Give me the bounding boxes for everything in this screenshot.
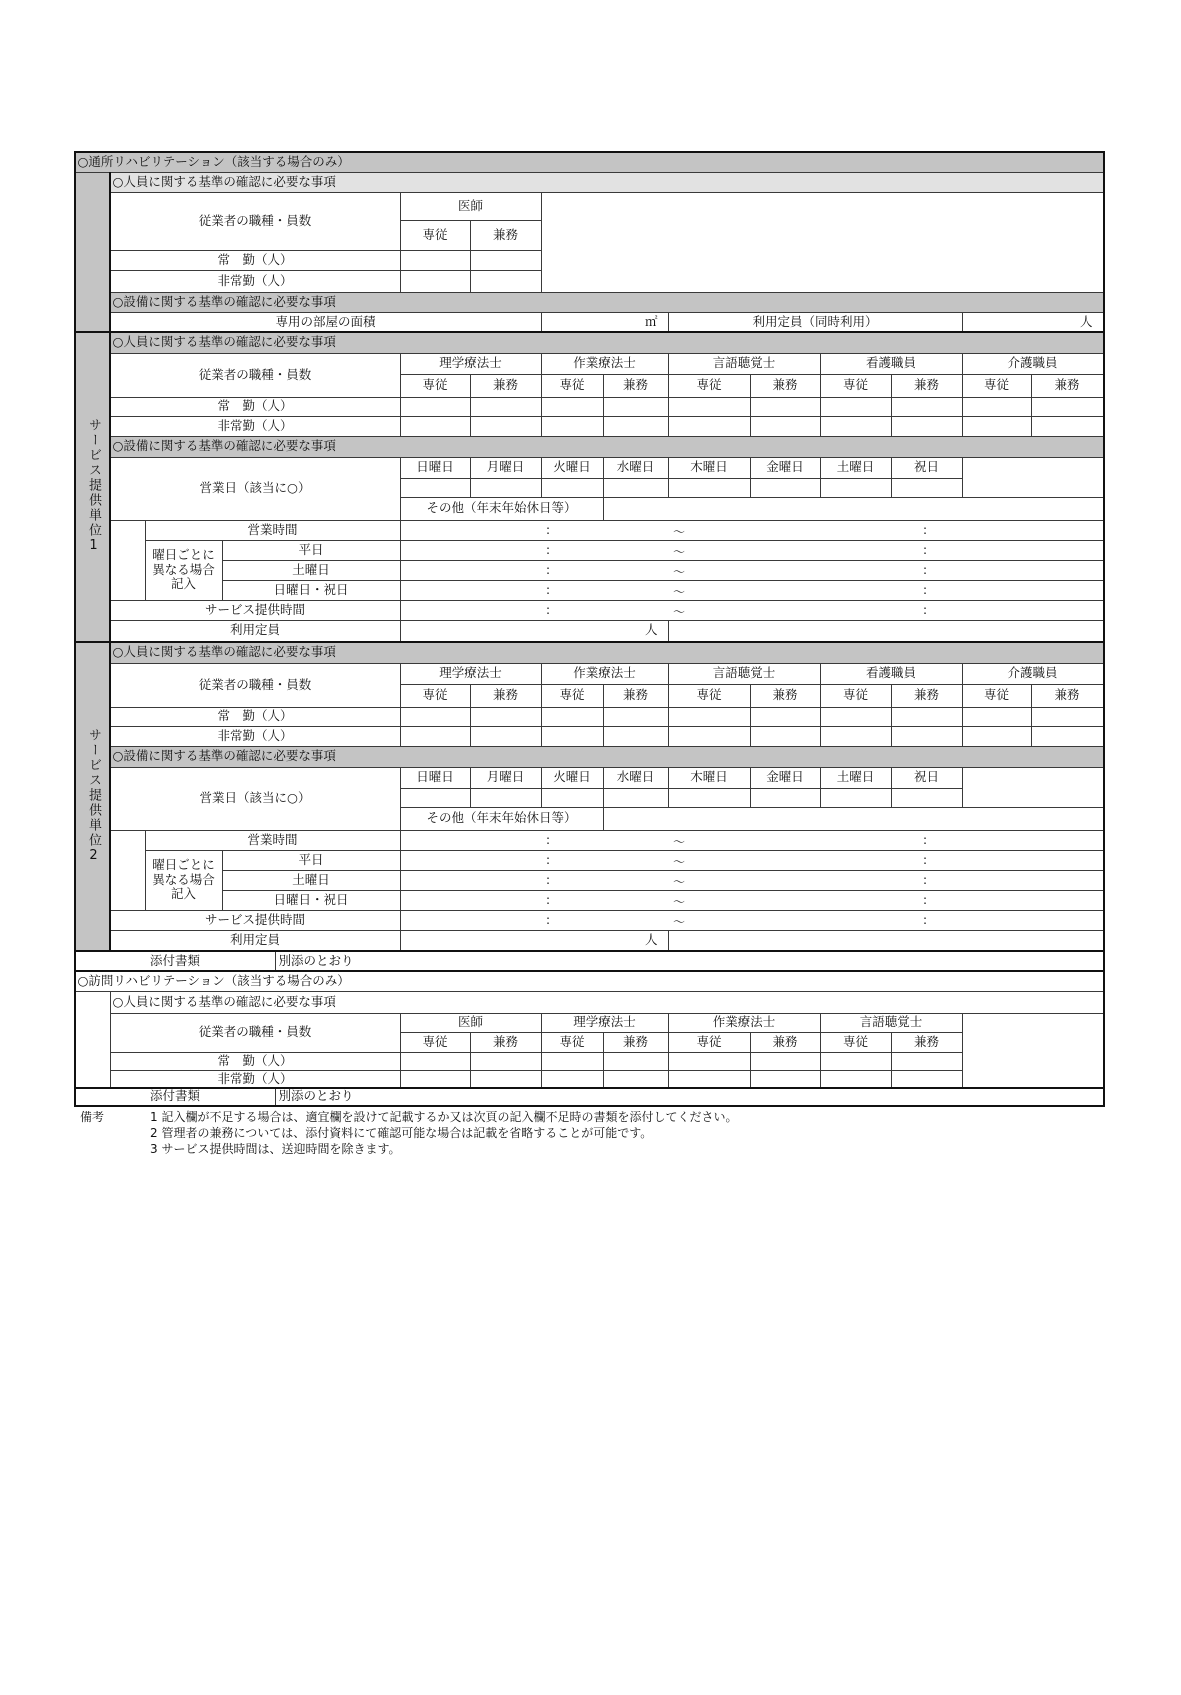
sunday-holiday-label: 日曜日・祝日 xyxy=(222,580,401,601)
colon-separator: : xyxy=(923,853,928,867)
facility-header: ○設備に関する基準の確認に必要な事項 xyxy=(110,746,1104,768)
row-full-time: 常 勤（人） xyxy=(110,250,401,271)
colon-separator: : xyxy=(546,583,551,597)
col-kenmu: 兼務 xyxy=(470,374,542,398)
day-checkbox[interactable] xyxy=(750,478,821,498)
day-checkbox[interactable] xyxy=(541,478,604,498)
tilde-separator: ～ xyxy=(673,525,686,539)
full-time-kenmu-input[interactable] xyxy=(603,707,669,727)
colon-separator: : xyxy=(546,853,551,867)
tilde-separator: ～ xyxy=(673,855,686,869)
day-header: 祝日 xyxy=(891,767,963,789)
section-title-tsusho: ○通所リハビリテーション（該当する場合のみ） xyxy=(75,152,1104,173)
day-header: 火曜日 xyxy=(541,457,604,479)
capacity-label: 利用定員 xyxy=(110,620,401,642)
day-checkbox[interactable] xyxy=(891,478,963,498)
role-header: 医師 xyxy=(400,1013,542,1033)
row-part-time: 非常勤（人） xyxy=(110,270,401,293)
full-time-senju-input[interactable] xyxy=(820,397,892,417)
time-range-input[interactable] xyxy=(400,910,1104,931)
business-days-label: 営業日（該当に○） xyxy=(110,767,401,831)
tilde-separator: ～ xyxy=(673,915,686,929)
business-hours-label: 営業時間 xyxy=(145,520,401,541)
other-days-input[interactable] xyxy=(603,497,1104,521)
full-time-kenmu-input[interactable] xyxy=(750,707,821,727)
role-header: 看護職員 xyxy=(820,353,963,375)
attachment-label: 添付書類 xyxy=(75,951,276,972)
day-checkbox[interactable] xyxy=(891,788,963,808)
capacity-label: 利用定員（同時利用） xyxy=(668,312,963,333)
col-senju: 専従 xyxy=(541,1032,604,1053)
day-header: 金曜日 xyxy=(750,457,821,479)
full-time-kenmu-input[interactable] xyxy=(891,1052,963,1071)
service-hours-label: サービス提供時間 xyxy=(110,600,401,621)
day-header: 水曜日 xyxy=(603,767,669,789)
tilde-separator: ～ xyxy=(673,565,686,579)
full-time-senju-input[interactable] xyxy=(820,707,892,727)
time-range-input[interactable] xyxy=(400,520,1104,541)
full-time-senju-input[interactable] xyxy=(668,397,751,417)
staff-header: ○人員に関する基準の確認に必要な事項 xyxy=(110,332,1104,354)
tilde-separator: ～ xyxy=(673,605,686,619)
col-kenmu: 兼務 xyxy=(891,374,963,398)
side-band xyxy=(75,991,111,1089)
blank-cell xyxy=(962,1013,1104,1089)
unit2-staff-label: 従業者の職種・員数 xyxy=(110,663,401,708)
section-divider xyxy=(75,950,1104,952)
remark-item: 1 記入欄が不足する場合は、適宜欄を設けて記載するか又は次頁の記入欄不足時の書類を添付してください。 xyxy=(150,1110,738,1124)
colon-separator: : xyxy=(923,563,928,577)
day-header: 月曜日 xyxy=(470,767,542,789)
remark-item: 3 サービス提供時間は、送迎時間を除きます。 xyxy=(150,1142,401,1156)
side-band xyxy=(75,172,111,333)
weekday-label: 平日 xyxy=(222,540,401,561)
by-day-note: 曜日ごとに異なる場合記入 xyxy=(145,850,223,911)
blank-cell xyxy=(110,830,146,911)
part-time-senju-input[interactable] xyxy=(962,726,1032,747)
colon-separator: : xyxy=(546,913,551,927)
attachment-label: 添付書類 xyxy=(75,1088,276,1106)
day-header: 土曜日 xyxy=(820,767,892,789)
colon-separator: : xyxy=(923,833,928,847)
part-time-kenmu-input[interactable] xyxy=(1031,726,1104,747)
staff-header: ○人員に関する基準の確認に必要な事項 xyxy=(110,172,1104,193)
day-checkbox[interactable] xyxy=(603,788,669,808)
colon-separator: : xyxy=(546,873,551,887)
day-header: 日曜日 xyxy=(400,767,471,789)
section-divider xyxy=(109,172,111,951)
col-kenmu: 兼務 xyxy=(750,1032,821,1053)
capacity-input[interactable]: 人 xyxy=(962,312,1104,333)
col-kenmu: 兼務 xyxy=(603,374,669,398)
col-kenmu: 兼務 xyxy=(1031,684,1104,708)
full-time-senju-input[interactable] xyxy=(541,397,604,417)
colon-separator: : xyxy=(546,523,551,537)
full-time-senju-input[interactable] xyxy=(400,1052,471,1071)
blank-cell xyxy=(962,457,1104,498)
part-time-senju-input[interactable] xyxy=(962,416,1032,437)
service-hours-label: サービス提供時間 xyxy=(110,910,401,931)
full-time-senju-input[interactable] xyxy=(400,397,471,417)
role-doctor: 医師 xyxy=(400,192,542,221)
unit2-side-label: サービス提供単位2 xyxy=(75,642,111,952)
part-time-senju-input[interactable] xyxy=(820,726,892,747)
capacity-input[interactable]: 人 xyxy=(400,930,669,952)
staff-header: ○人員に関する基準の確認に必要な事項 xyxy=(110,642,1104,664)
colon-separator: : xyxy=(923,913,928,927)
part-time-kenmu-input[interactable] xyxy=(891,1070,963,1089)
day-header: 火曜日 xyxy=(541,767,604,789)
part-time-kenmu-input[interactable] xyxy=(750,1070,821,1089)
part-time-senju-input[interactable] xyxy=(668,1070,751,1089)
part-time-kenmu-input[interactable] xyxy=(603,726,669,747)
colon-separator: : xyxy=(923,893,928,907)
blank-cell xyxy=(962,767,1104,808)
role-header: 作業療法士 xyxy=(541,353,669,375)
role-header: 言語聴覚士 xyxy=(668,663,821,685)
part-time-senju-input[interactable] xyxy=(400,1070,471,1089)
facility-header: ○設備に関する基準の確認に必要な事項 xyxy=(110,436,1104,458)
doctor-part-senju-input[interactable] xyxy=(400,270,471,293)
full-time-kenmu-input[interactable] xyxy=(603,397,669,417)
part-time-senju-input[interactable] xyxy=(541,416,604,437)
full-time-kenmu-input[interactable] xyxy=(470,707,542,727)
day-checkbox[interactable] xyxy=(820,788,892,808)
role-header: 看護職員 xyxy=(820,663,963,685)
homon-staff-label: 従業者の職種・員数 xyxy=(110,1013,401,1053)
attachment-value: 別添のとおり xyxy=(275,951,1104,972)
colon-separator: : xyxy=(923,523,928,537)
colon-separator: : xyxy=(546,893,551,907)
weekday-label: 平日 xyxy=(222,850,401,871)
section-divider xyxy=(75,970,1104,972)
remark-item: 2 管理者の兼務については、添付資料にて確認可能な場合は記載を省略することが可能です。 xyxy=(150,1126,653,1140)
role-header: 理学療法士 xyxy=(400,663,542,685)
saturday-label: 土曜日 xyxy=(222,870,401,891)
full-time-kenmu-input[interactable] xyxy=(603,1052,669,1071)
row-part-time: 非常勤（人） xyxy=(110,1070,401,1089)
role-header: 言語聴覚士 xyxy=(668,353,821,375)
colon-separator: : xyxy=(923,583,928,597)
col-kenmu: 兼務 xyxy=(750,684,821,708)
part-time-kenmu-input[interactable] xyxy=(891,726,963,747)
col-senju: 専従 xyxy=(400,374,471,398)
col-senju: 専従 xyxy=(541,684,604,708)
col-senju: 専従 xyxy=(668,1032,751,1053)
tilde-separator: ～ xyxy=(673,875,686,889)
day-header: 水曜日 xyxy=(603,457,669,479)
part-time-senju-input[interactable] xyxy=(400,726,471,747)
capacity-input[interactable]: 人 xyxy=(400,620,669,642)
day-header: 月曜日 xyxy=(470,457,542,479)
other-days-label: その他（年末年始休日等） xyxy=(400,497,604,521)
day-checkbox[interactable] xyxy=(470,788,542,808)
part-time-kenmu-input[interactable] xyxy=(603,1070,669,1089)
unit1-side-label: サービス提供単位1 xyxy=(75,332,111,642)
colon-separator: : xyxy=(546,543,551,557)
part-time-senju-input[interactable] xyxy=(820,1070,892,1089)
doctor-full-kenmu-input[interactable] xyxy=(470,250,542,271)
business-days-label: 営業日（該当に○） xyxy=(110,457,401,521)
part-time-kenmu-input[interactable] xyxy=(470,1070,542,1089)
row-part-time: 非常勤（人） xyxy=(110,416,401,437)
time-range-input[interactable] xyxy=(400,600,1104,621)
day-header: 木曜日 xyxy=(668,457,751,479)
time-range-input[interactable] xyxy=(400,580,1104,601)
col-senju: 専従 xyxy=(400,220,471,251)
other-days-label: その他（年末年始休日等） xyxy=(400,807,604,831)
time-range-input[interactable] xyxy=(400,560,1104,581)
col-kenmu: 兼務 xyxy=(470,684,542,708)
day-checkbox[interactable] xyxy=(541,788,604,808)
room-area-input[interactable]: ㎡ xyxy=(541,312,669,333)
full-time-senju-input[interactable] xyxy=(541,1052,604,1071)
unit1-staff-label: 従業者の職種・員数 xyxy=(110,353,401,398)
other-days-input[interactable] xyxy=(603,807,1104,831)
full-time-kenmu-input[interactable] xyxy=(750,1052,821,1071)
full-time-senju-input[interactable] xyxy=(541,707,604,727)
part-time-senju-input[interactable] xyxy=(668,726,751,747)
colon-separator: : xyxy=(923,873,928,887)
saturday-label: 土曜日 xyxy=(222,560,401,581)
section-title-homon: ○訪問リハビリテーション（該当する場合のみ） xyxy=(75,971,1104,992)
full-time-senju-input[interactable] xyxy=(668,1052,751,1071)
blank-cell xyxy=(110,520,146,601)
colon-separator: : xyxy=(546,603,551,617)
col-senju: 専従 xyxy=(820,684,892,708)
day-header: 日曜日 xyxy=(400,457,471,479)
sunday-holiday-label: 日曜日・祝日 xyxy=(222,890,401,911)
col-kenmu: 兼務 xyxy=(1031,374,1104,398)
role-header: 作業療法士 xyxy=(541,663,669,685)
staff-header: ○人員に関する基準の確認に必要な事項 xyxy=(110,991,1104,1014)
business-hours-label: 営業時間 xyxy=(145,830,401,851)
col-kenmu: 兼務 xyxy=(603,1032,669,1053)
colon-separator: : xyxy=(546,563,551,577)
tsusho-staff-label: 従業者の職種・員数 xyxy=(110,192,401,251)
full-time-kenmu-input[interactable] xyxy=(891,397,963,417)
day-checkbox[interactable] xyxy=(470,478,542,498)
day-checkbox[interactable] xyxy=(400,478,471,498)
day-checkbox[interactable] xyxy=(668,788,751,808)
role-header: 理学療法士 xyxy=(541,1013,669,1033)
row-full-time: 常 勤（人） xyxy=(110,1052,401,1071)
col-senju: 専従 xyxy=(541,374,604,398)
role-header: 理学療法士 xyxy=(400,353,542,375)
full-time-senju-input[interactable] xyxy=(962,397,1032,417)
remarks-label: 備考 xyxy=(80,1110,105,1124)
day-checkbox[interactable] xyxy=(820,478,892,498)
part-time-kenmu-input[interactable] xyxy=(470,416,542,437)
part-time-kenmu-input[interactable] xyxy=(603,416,669,437)
col-senju: 専従 xyxy=(668,684,751,708)
blank-cell xyxy=(668,620,1104,642)
full-time-kenmu-input[interactable] xyxy=(470,397,542,417)
col-senju: 専従 xyxy=(962,374,1032,398)
day-header: 祝日 xyxy=(891,457,963,479)
tilde-separator: ～ xyxy=(673,585,686,599)
row-part-time: 非常勤（人） xyxy=(110,726,401,747)
full-time-senju-input[interactable] xyxy=(400,707,471,727)
full-time-kenmu-input[interactable] xyxy=(1031,397,1104,417)
role-header: 作業療法士 xyxy=(668,1013,821,1033)
doctor-part-kenmu-input[interactable] xyxy=(470,270,542,293)
time-range-input[interactable] xyxy=(400,830,1104,851)
col-kenmu: 兼務 xyxy=(891,684,963,708)
part-time-kenmu-input[interactable] xyxy=(750,726,821,747)
col-senju: 専従 xyxy=(400,1032,471,1053)
part-time-kenmu-input[interactable] xyxy=(470,726,542,747)
facility-header: ○設備に関する基準の確認に必要な事項 xyxy=(110,292,1104,313)
role-header: 言語聴覚士 xyxy=(820,1013,963,1033)
colon-separator: : xyxy=(546,833,551,847)
day-header: 金曜日 xyxy=(750,767,821,789)
time-range-input[interactable] xyxy=(400,870,1104,891)
full-time-kenmu-input[interactable] xyxy=(750,397,821,417)
section-divider xyxy=(75,331,1104,333)
col-senju: 専従 xyxy=(820,1032,892,1053)
col-senju: 専従 xyxy=(668,374,751,398)
col-senju: 専従 xyxy=(820,374,892,398)
full-time-kenmu-input[interactable] xyxy=(470,1052,542,1071)
colon-separator: : xyxy=(923,543,928,557)
full-time-kenmu-input[interactable] xyxy=(1031,707,1104,727)
col-senju: 専従 xyxy=(962,684,1032,708)
tilde-separator: ～ xyxy=(673,545,686,559)
day-checkbox[interactable] xyxy=(400,788,471,808)
row-full-time: 常 勤（人） xyxy=(110,707,401,727)
col-kenmu: 兼務 xyxy=(470,1032,542,1053)
tilde-separator: ～ xyxy=(673,895,686,909)
capacity-label: 利用定員 xyxy=(110,930,401,952)
section-divider xyxy=(75,1087,1104,1089)
section-divider xyxy=(75,641,1104,643)
blank-cell xyxy=(668,930,1104,952)
role-header: 介護職員 xyxy=(962,353,1104,375)
col-senju: 専従 xyxy=(400,684,471,708)
day-header: 木曜日 xyxy=(668,767,751,789)
full-time-kenmu-input[interactable] xyxy=(891,707,963,727)
part-time-senju-input[interactable] xyxy=(820,416,892,437)
part-time-senju-input[interactable] xyxy=(541,726,604,747)
day-checkbox[interactable] xyxy=(750,788,821,808)
full-time-senju-input[interactable] xyxy=(962,707,1032,727)
role-header: 介護職員 xyxy=(962,663,1104,685)
day-checkbox[interactable] xyxy=(668,478,751,498)
col-kenmu: 兼務 xyxy=(891,1032,963,1053)
time-range-input[interactable] xyxy=(400,890,1104,911)
row-full-time: 常 勤（人） xyxy=(110,397,401,417)
full-time-senju-input[interactable] xyxy=(820,1052,892,1071)
part-time-kenmu-input[interactable] xyxy=(750,416,821,437)
part-time-senju-input[interactable] xyxy=(541,1070,604,1089)
doctor-full-senju-input[interactable] xyxy=(400,250,471,271)
colon-separator: : xyxy=(923,603,928,617)
time-range-input[interactable] xyxy=(400,850,1104,871)
by-day-note: 曜日ごとに異なる場合記入 xyxy=(145,540,223,601)
col-kenmu: 兼務 xyxy=(603,684,669,708)
day-header: 土曜日 xyxy=(820,457,892,479)
time-range-input[interactable] xyxy=(400,540,1104,561)
col-kenmu: 兼務 xyxy=(470,220,542,251)
part-time-senju-input[interactable] xyxy=(400,416,471,437)
part-time-senju-input[interactable] xyxy=(668,416,751,437)
blank-area xyxy=(541,192,1104,293)
room-area-label: 専用の部屋の面積 xyxy=(110,312,542,333)
tilde-separator: ～ xyxy=(673,835,686,849)
attachment-value: 別添のとおり xyxy=(275,1088,1104,1106)
part-time-kenmu-input[interactable] xyxy=(1031,416,1104,437)
day-checkbox[interactable] xyxy=(603,478,669,498)
part-time-kenmu-input[interactable] xyxy=(891,416,963,437)
full-time-senju-input[interactable] xyxy=(668,707,751,727)
col-kenmu: 兼務 xyxy=(750,374,821,398)
